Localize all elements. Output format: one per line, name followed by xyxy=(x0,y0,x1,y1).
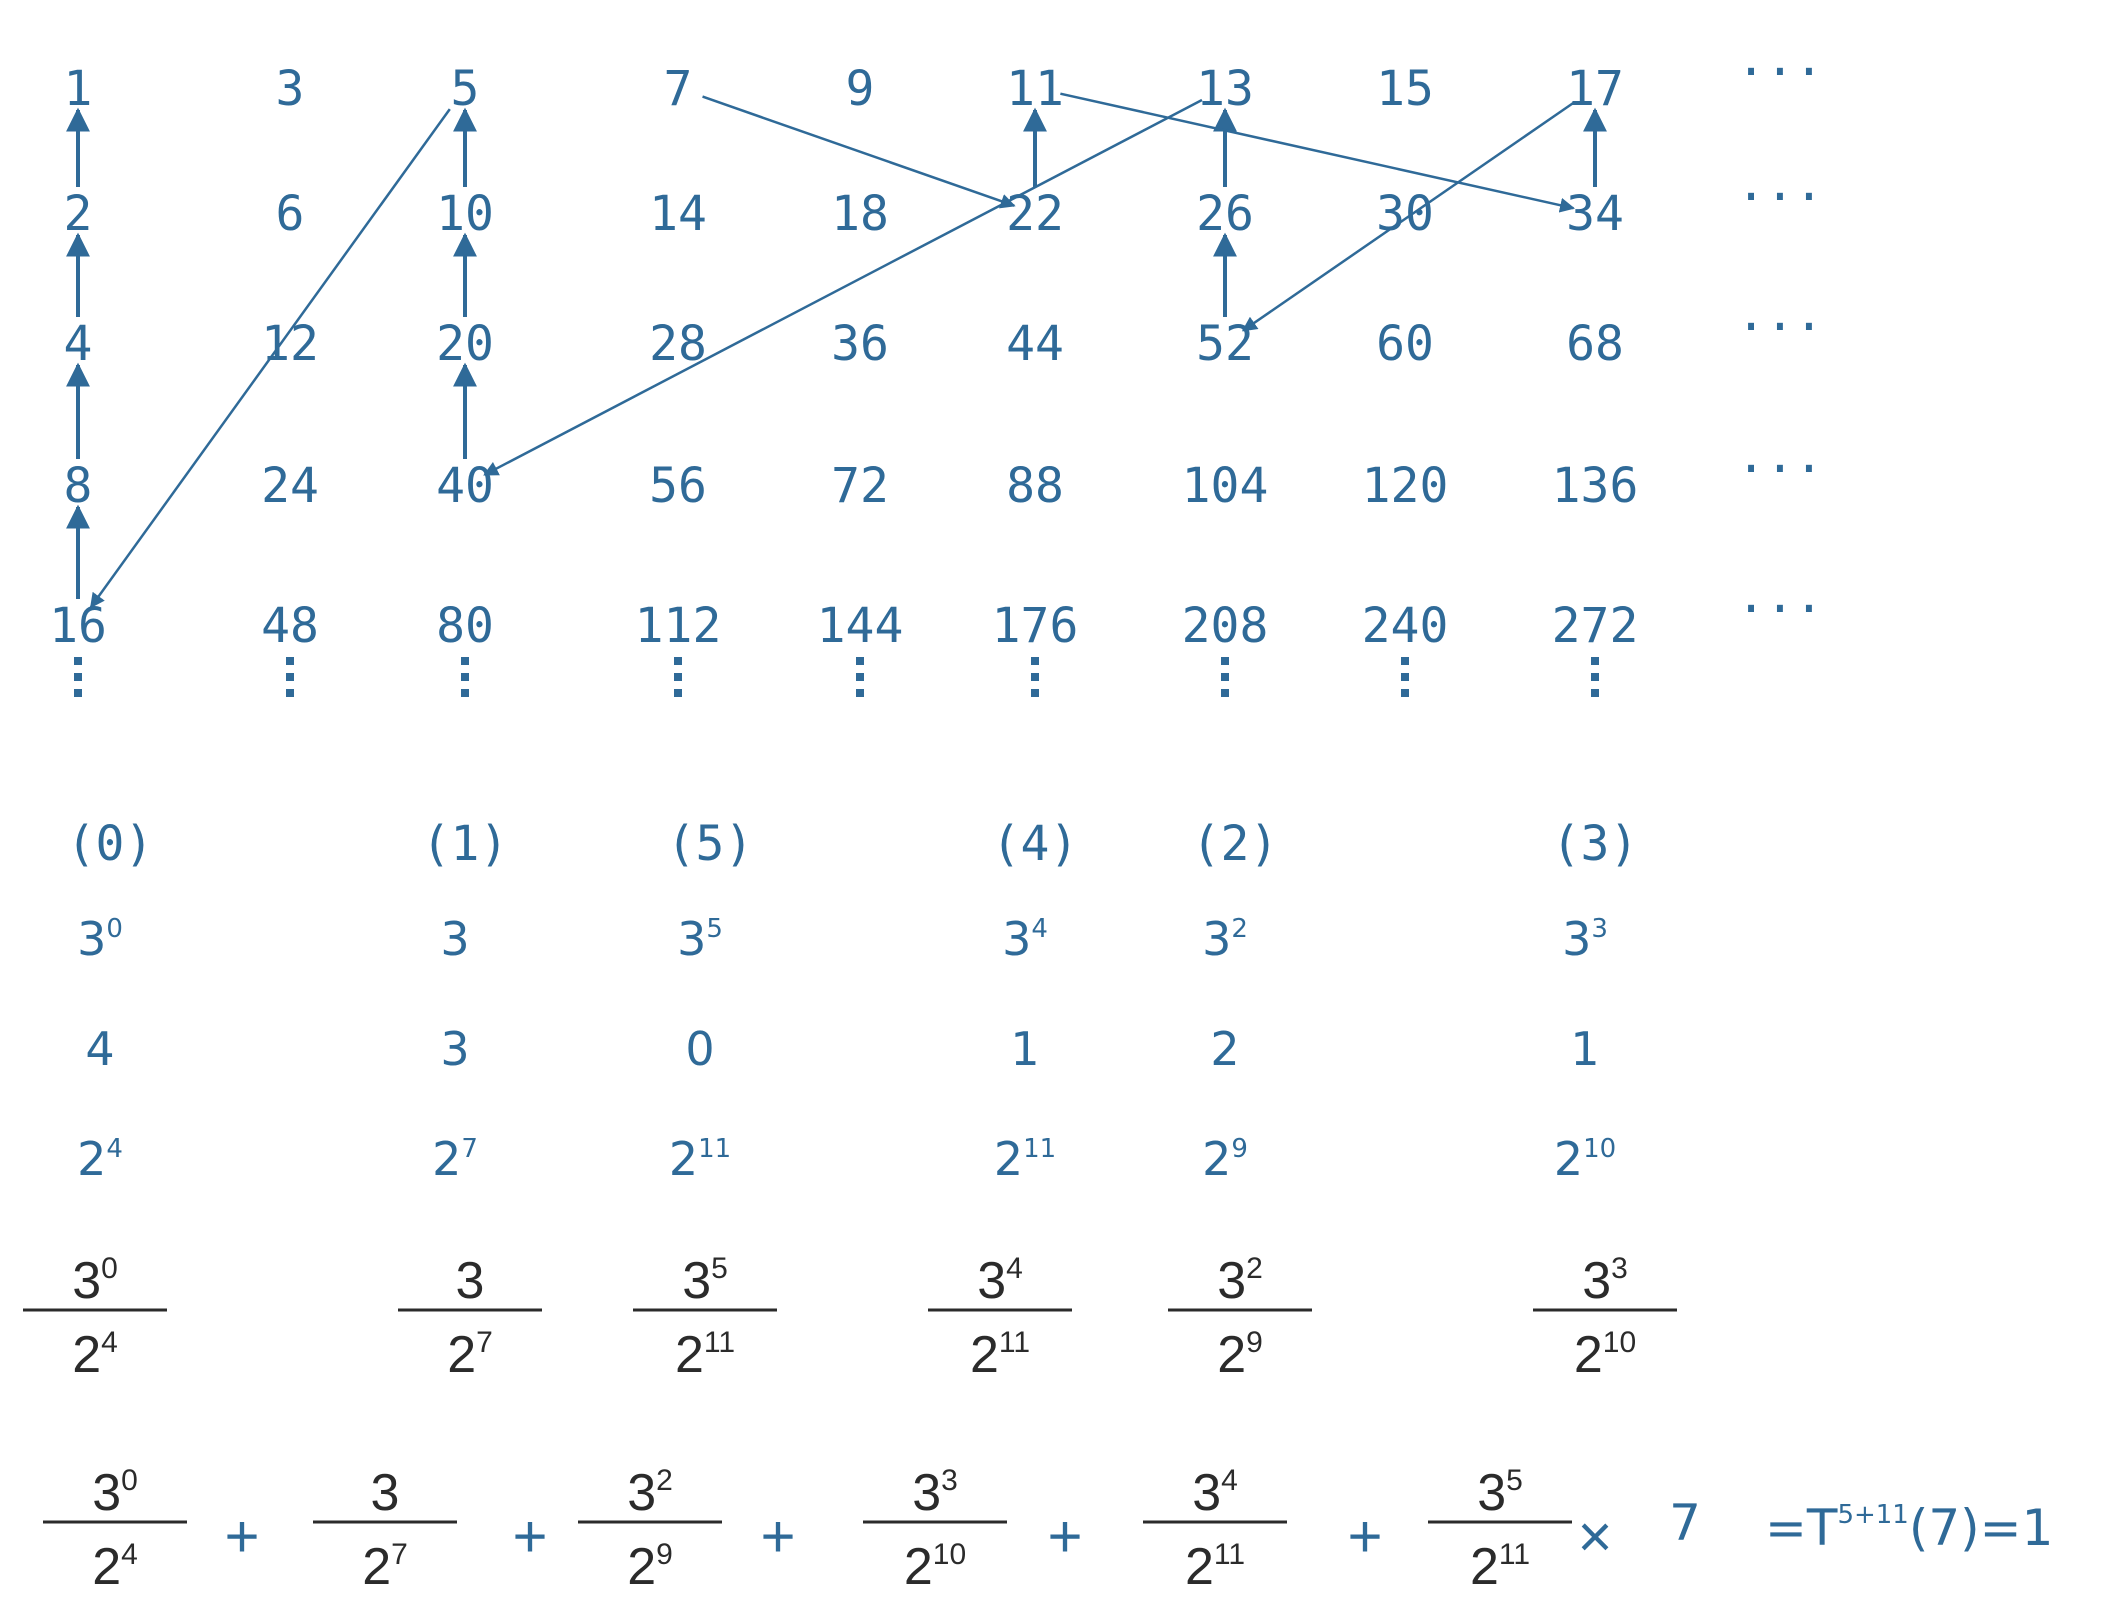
sum-term xyxy=(863,1464,1007,1596)
grid-number: 3 xyxy=(275,61,305,117)
step-power-of-two: $2^4$ xyxy=(77,1132,123,1186)
denominator: $2^9$ xyxy=(1217,1326,1263,1384)
grid-number: 80 xyxy=(436,598,494,654)
grid-number: 136 xyxy=(1551,458,1639,514)
grid-number: 40 xyxy=(436,458,494,514)
column-ellipsis-icon xyxy=(856,657,864,697)
denominator: $2^9$ xyxy=(627,1538,673,1596)
denominator: $2^{10}$ xyxy=(1573,1326,1637,1384)
sum-term xyxy=(43,1464,187,1596)
plus-sign: + xyxy=(1347,1503,1383,1570)
denominator: $2^{11}$ xyxy=(969,1326,1031,1384)
grid-number: 48 xyxy=(261,598,319,654)
column-ellipsis-icon xyxy=(74,657,82,697)
numerator: $3^4$ xyxy=(1192,1464,1238,1522)
multiplier: 7 xyxy=(1669,1494,1701,1552)
step-count: 1 xyxy=(1010,1022,1040,1076)
plus-sign: + xyxy=(760,1503,796,1570)
numerator: $3^4$ xyxy=(977,1252,1023,1310)
fraction xyxy=(398,1252,542,1384)
fraction xyxy=(633,1252,777,1384)
step-count: 4 xyxy=(85,1022,115,1076)
grid-number: 26 xyxy=(1196,186,1254,242)
grid-number: 240 xyxy=(1361,598,1449,654)
grid-number: 1 xyxy=(63,61,93,117)
column-ellipsis-icon xyxy=(1221,657,1229,697)
step-count: 3 xyxy=(440,1022,470,1076)
numerator: $3^5$ xyxy=(1477,1464,1523,1522)
plus-sign: + xyxy=(224,1503,260,1570)
plus-sign: + xyxy=(512,1503,548,1570)
step-power-of-two: $2^{11}$ xyxy=(668,1132,732,1186)
grid-number: 44 xyxy=(1006,316,1064,372)
grid-number: 15 xyxy=(1376,61,1434,117)
sum-term xyxy=(1143,1464,1287,1596)
step-power-of-three: $3^2$ xyxy=(1202,912,1248,966)
grid-number: 6 xyxy=(275,186,305,242)
row-ellipsis-icon: ··· xyxy=(1736,169,1824,225)
numerator: $3^2$ xyxy=(627,1464,673,1522)
step-power-of-three: $3^4$ xyxy=(1002,912,1048,966)
grid-number: 14 xyxy=(649,186,707,242)
denominator: $2^{11}$ xyxy=(1469,1538,1531,1596)
grid-number: 7 xyxy=(663,61,693,117)
column-ellipsis-icon xyxy=(1031,657,1039,697)
grid-number: 272 xyxy=(1551,598,1639,654)
numerator: $3^0$ xyxy=(72,1252,118,1310)
step-index: (2) xyxy=(1191,816,1279,872)
numerator: 3 xyxy=(455,1252,485,1310)
grid-number: 52 xyxy=(1196,316,1254,372)
steps-table xyxy=(67,816,1639,1186)
grid-number: 34 xyxy=(1566,186,1624,242)
grid-number: 11 xyxy=(1006,61,1064,117)
step-index: (3) xyxy=(1551,816,1639,872)
numerator: 3 xyxy=(370,1464,400,1522)
fraction xyxy=(23,1252,167,1384)
grid-number: 8 xyxy=(63,458,93,514)
grid-number: 36 xyxy=(831,316,889,372)
grid-number: 88 xyxy=(1006,458,1064,514)
step-index: (1) xyxy=(421,816,509,872)
grid-number: 68 xyxy=(1566,316,1624,372)
step-power-of-three: $3^5$ xyxy=(677,912,723,966)
denominator: $2^{11}$ xyxy=(674,1326,736,1384)
step-index: (0) xyxy=(66,816,154,872)
grid-number: 16 xyxy=(49,598,107,654)
denominator: $2^4$ xyxy=(92,1538,138,1596)
row-ellipsis-icon: ··· xyxy=(1736,441,1824,497)
times-sign: × xyxy=(1577,1503,1613,1570)
grid-number: 72 xyxy=(831,458,889,514)
grid-number: 28 xyxy=(649,316,707,372)
step-count: 1 xyxy=(1570,1022,1600,1076)
step-power-of-two: $2^{11}$ xyxy=(993,1132,1057,1186)
grid-number: 112 xyxy=(634,598,722,654)
column-ellipsis-icon xyxy=(461,657,469,697)
grid-number: 30 xyxy=(1376,186,1434,242)
grid-number: 20 xyxy=(436,316,494,372)
column-ellipsis-icon xyxy=(1401,657,1409,697)
sum-term xyxy=(313,1464,457,1596)
grid-number: 17 xyxy=(1566,61,1624,117)
column-ellipsis-icon xyxy=(674,657,682,697)
denominator: $2^{11}$ xyxy=(1184,1538,1246,1596)
grid-number: 144 xyxy=(816,598,904,654)
denominator: $2^{10}$ xyxy=(903,1538,967,1596)
grid-number: 60 xyxy=(1376,316,1434,372)
step-power-of-two: $2^{10}$ xyxy=(1553,1132,1617,1186)
grid-number: 9 xyxy=(845,61,875,117)
result-expression: $=T^{5+11}(7)=1$ xyxy=(1765,1499,2054,1557)
column-ellipsis-icon xyxy=(1591,657,1599,697)
step-index: (4) xyxy=(991,816,1079,872)
step-power-of-three: 3 xyxy=(440,912,470,966)
grid-number: 120 xyxy=(1361,458,1449,514)
row-ellipsis-icon: ··· xyxy=(1736,44,1824,100)
grid-number: 22 xyxy=(1006,186,1064,242)
grid-number: 5 xyxy=(450,61,480,117)
denominator: $2^7$ xyxy=(447,1326,493,1384)
plus-sign: + xyxy=(1047,1503,1083,1570)
numerator: $3^2$ xyxy=(1217,1252,1263,1310)
numerator: $3^5$ xyxy=(682,1252,728,1310)
fraction-row xyxy=(23,1252,1677,1384)
row-ellipsis-icon: ··· xyxy=(1736,581,1824,637)
grid-number: 18 xyxy=(831,186,889,242)
grid-number: 10 xyxy=(436,186,494,242)
numerator: $3^0$ xyxy=(92,1464,138,1522)
step-count: 0 xyxy=(685,1022,715,1076)
sum-term xyxy=(1428,1464,1572,1596)
step-index: (5) xyxy=(666,816,754,872)
grid-number: 12 xyxy=(261,316,319,372)
step-power-of-two: $2^7$ xyxy=(432,1132,478,1186)
denominator: $2^4$ xyxy=(72,1326,118,1384)
fraction xyxy=(1533,1252,1677,1384)
fraction xyxy=(928,1252,1072,1384)
sum-term xyxy=(578,1464,722,1596)
grid-number: 2 xyxy=(63,186,93,242)
numerator: $3^3$ xyxy=(912,1464,958,1522)
grid-number: 24 xyxy=(261,458,319,514)
row-ellipsis-icon: ··· xyxy=(1736,299,1824,355)
column-ellipsis-icon xyxy=(286,657,294,697)
step-count: 2 xyxy=(1210,1022,1240,1076)
step-power-of-three: $3^0$ xyxy=(77,912,123,966)
fraction xyxy=(1168,1252,1312,1384)
arrow-13-to-40 xyxy=(484,100,1201,475)
step-power-of-three: $3^3$ xyxy=(1562,912,1608,966)
grid-number: 56 xyxy=(649,458,707,514)
grid-number: 208 xyxy=(1181,598,1269,654)
numerator: $3^3$ xyxy=(1582,1252,1628,1310)
sum-equation xyxy=(43,1464,2053,1596)
step-power-of-two: $2^9$ xyxy=(1202,1132,1248,1186)
grid-number: 13 xyxy=(1196,61,1254,117)
grid-number: 4 xyxy=(63,316,93,372)
grid-number: 104 xyxy=(1181,458,1269,514)
grid-number: 176 xyxy=(991,598,1079,654)
arrow-11-to-34 xyxy=(1060,94,1573,209)
number-grid xyxy=(49,44,1823,697)
denominator: $2^7$ xyxy=(362,1538,408,1596)
